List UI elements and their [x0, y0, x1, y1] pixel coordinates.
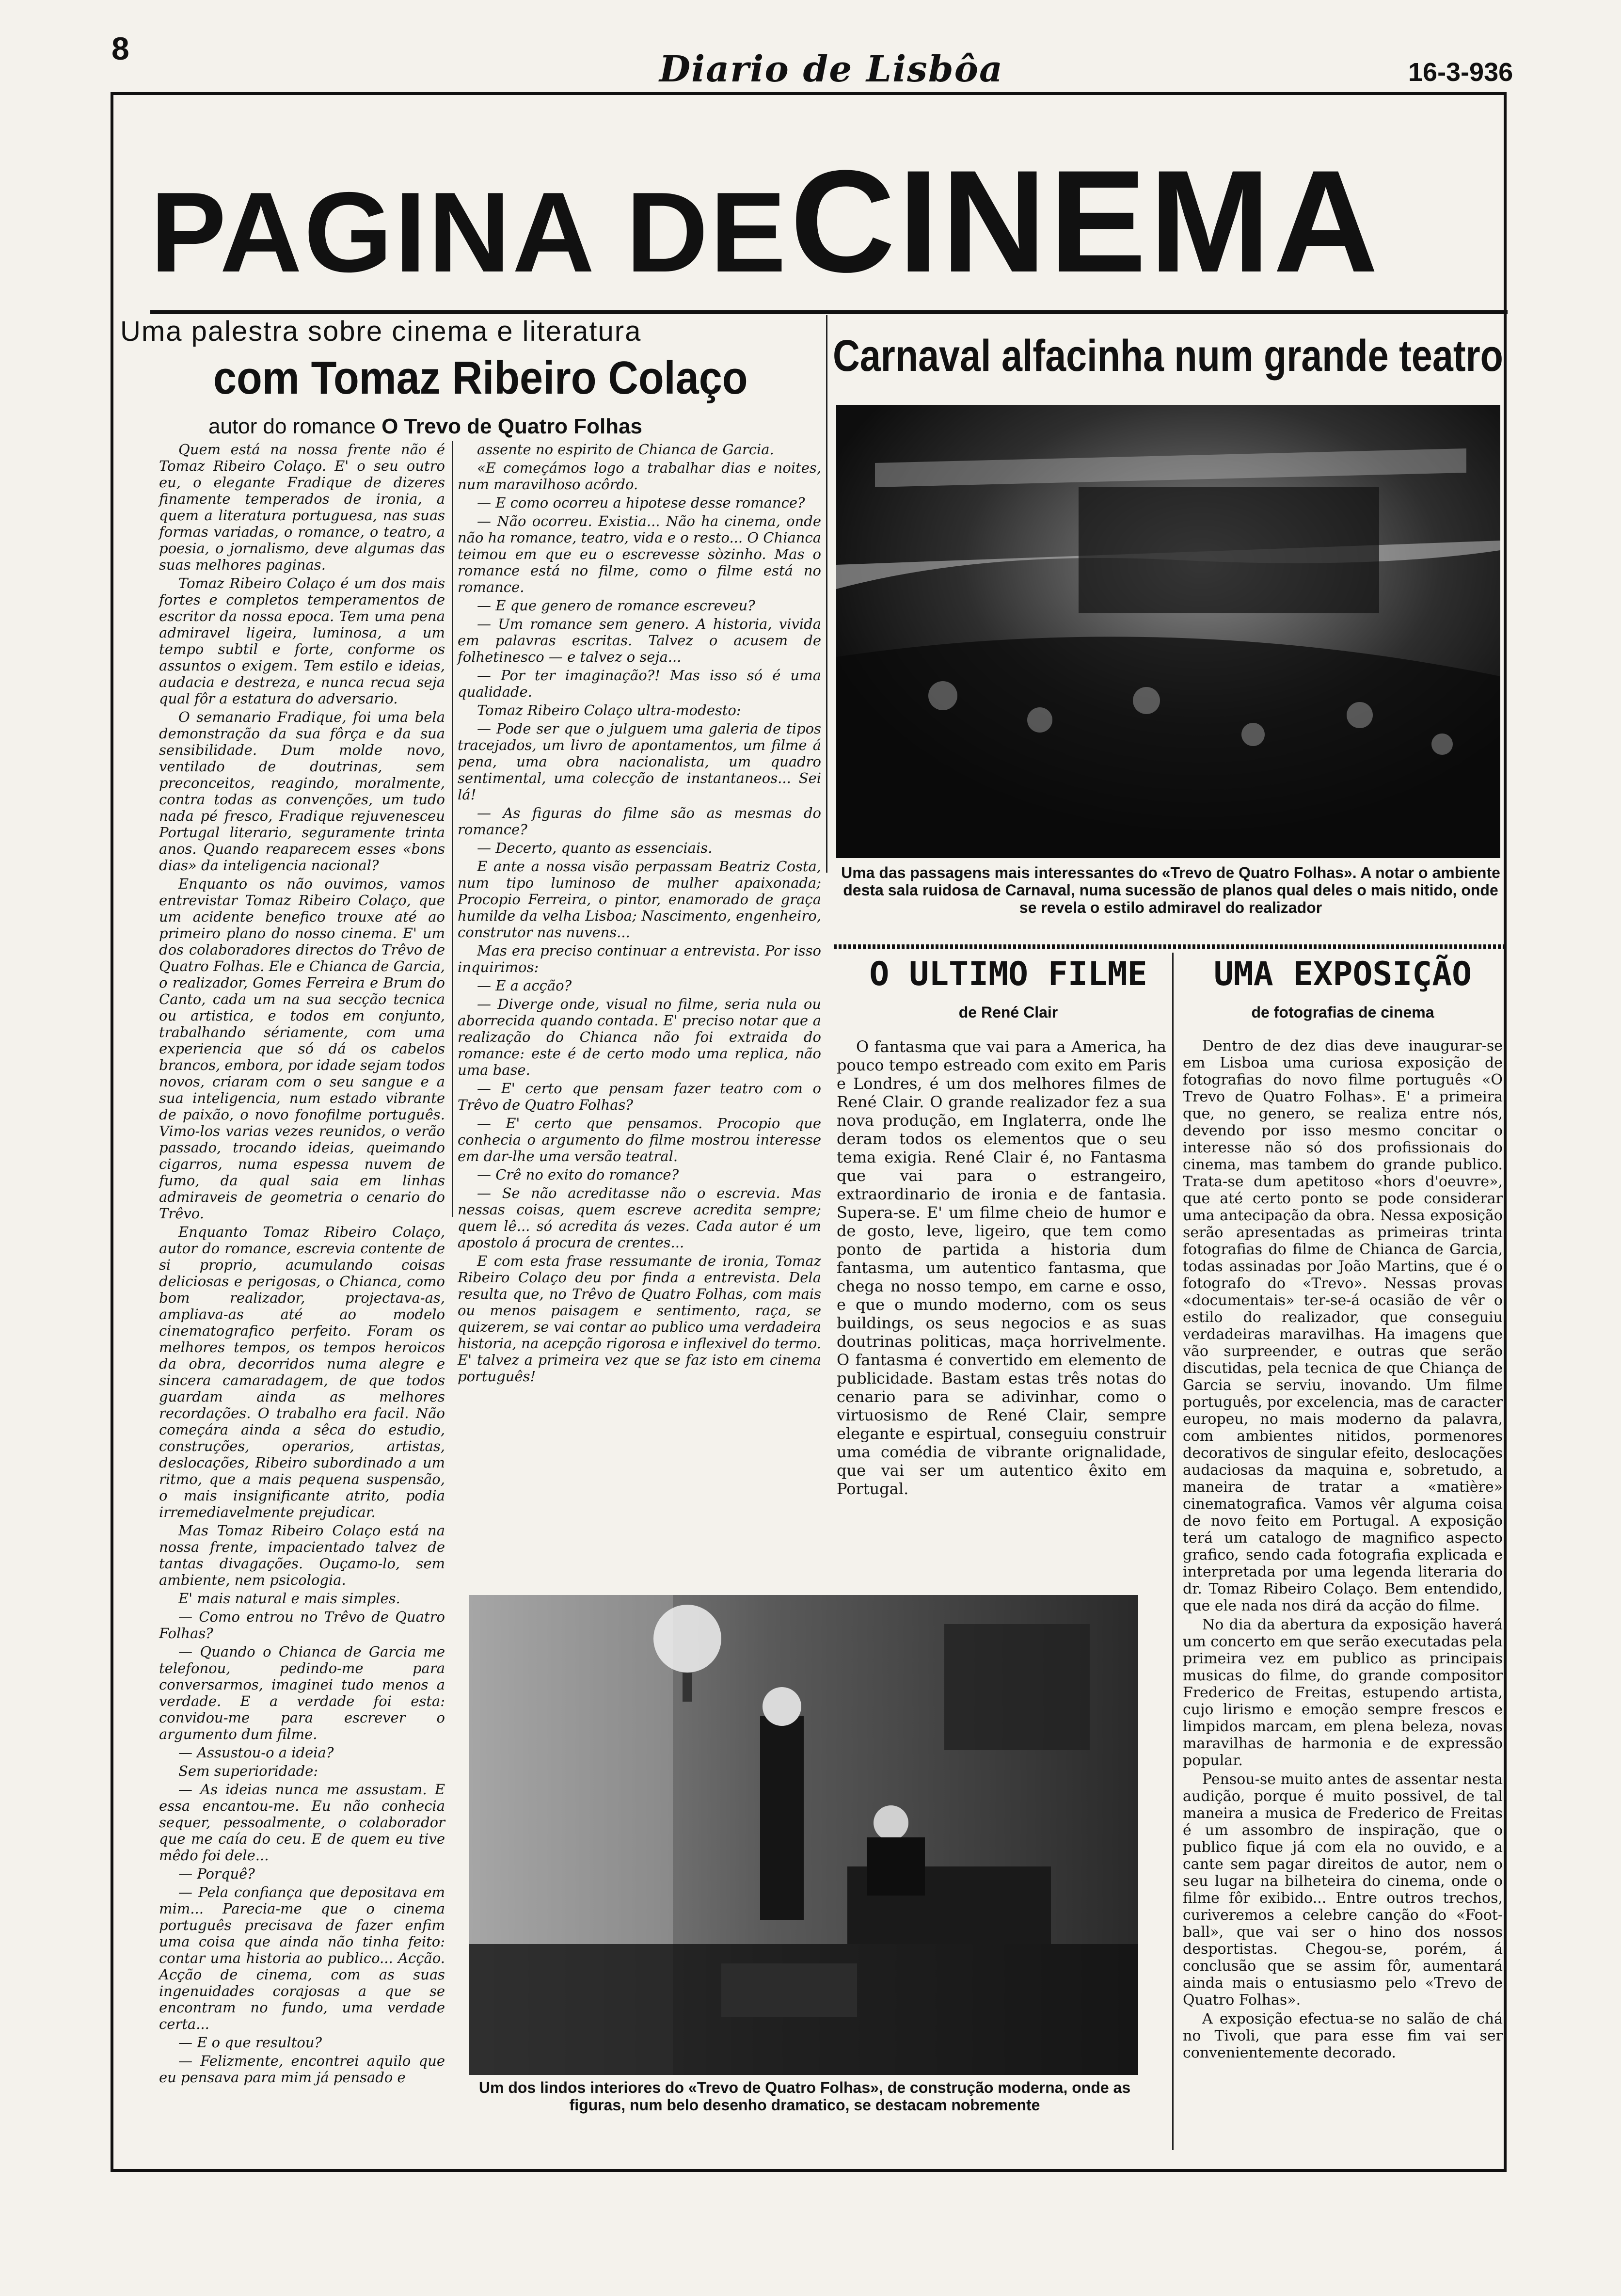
paragraph: — E o que resultou? [178, 2034, 322, 2051]
interior-caption: Um dos lindos interiores do «Trevo de Quatro Folhas», de construção moderna, onde as figuras, num belo desenho dramatico, se destacam nobremente [478, 2079, 1131, 2114]
carnaval-caption: Uma das passagens mais interessantes do «Trevo de Quatro Folhas». A notar o ambiente desta sala ruidosa de Carnaval, numa sucessão de planos qual deles o mais nitido, onde se revela o estilo admiravel do realizador [841, 864, 1500, 916]
ultimo-filme-title: O ULTIMO FILME [869, 955, 1147, 993]
column-divider-right [1172, 953, 1174, 2150]
headline-part-2: CINEMA [790, 140, 1382, 303]
paragraph: Enquanto os não ouvimos, vamos entrevistar Tomaz Ribeiro Colaço, que um acidente benefico trouxe até ao primeiro plano do nosso cinema. E' um dos colaboradores directos do Trêvo de Quatro Folhas. Ele e Chianca de Garcia, o realizador, Gomes Ferreira e Brum do Canto, cada um na sua secção tecnica ou artistica, e todos em conjunto, trabalhando sériamente, com uma experiencia que só dá os cabelos brancos, embora, por idade sejam todos novos, criaram com o seu sangue e a sua inteligencia, num estado vibrante de paixão, o novo fonofilme português. Vimo-los varias vezes reunidos, o verão passado, trocando ideias, queimando cigarros, numa espessa nuvem de fumo, da qual saia em linhas admiraveis de geometria o cenario do Trêvo. [159, 876, 445, 1222]
paragraph: E ante a nossa visão perpassam Beatriz Costa, num tipo luminoso de mulher apaixonada; Procopio Ferreira, o pintor, enamorado de graça humilde da velha Lisboa; Nascimento, engenheiro, construtor nas nuvens... [458, 858, 821, 941]
paragraph: A exposição efectua-se no salão de chá no Tivoli, que para esse fim vai ser convenientemente decorado. [1183, 2010, 1503, 2061]
paragraph: — Como entrou no Trêvo de Quatro Folhas? [159, 1609, 445, 1642]
interior-photo [469, 1595, 1138, 2075]
paragraph: — Pode ser que o julguem uma galeria de tipos tracejados, um livro de apontamentos, um filme á pena, uma obra nacionalista, um quadro sentimental, uma colecção de instantaneos... Sei lá! [458, 720, 821, 803]
paragraph: — Diverge onde, visual no filme, seria nula ou aborrecida quando contada. E' preciso notar que a realização do Chianca não foi extraida do romance: este é de certo modo uma replica, não uma base. [458, 996, 821, 1078]
paragraph: — As ideias nunca me assustam. E essa encantou-me. Eu não conhecia sequer, pessoalmente, o colaborador que me caía do ceu. E de quem eu tive mêdo foi dele... [159, 1781, 445, 1864]
exposicao-byline: de fotografias de cinema [1251, 1004, 1434, 1021]
paragraph: Quem está na nossa frente não é Tomaz Ribeiro Colaço. E' o seu outro eu, o elegante Fradique de dizeres finamente temperados de ironia, a quem a literatura portuguesa, nas suas formas variadas, o romance, o teatro, a poesia, o jornalismo, deve algumas das suas melhores paginas. [159, 441, 445, 573]
ultimo-filme-body [837, 1037, 1166, 1595]
paragraph: assente no espirito de Chianca de Garcia. [477, 441, 774, 458]
paragraph: Sem superioridade: [178, 1763, 318, 1779]
page-number: 8 [111, 31, 129, 66]
paragraph: — Um romance sem genero. A historia, vivida em palavras escritas. Talvez o acusem de folhetinesco — e talvez o seja... [458, 616, 821, 665]
paragraph: — Assustou-o a ideia? [178, 1744, 334, 1761]
paragraph: — Crê no exito do romance? [477, 1166, 679, 1183]
paragraph: — Pela confiança que depositava em mim... Parecia-me que o cinema português precisava de fazer enfim uma coisa que ainda não tinha feito: contar uma historia ao publico... Acção. Acção de cinema, com as suas ingenuidades corajosas a que se encontram no fundo, uma verdade certa... [159, 1884, 445, 2032]
paragraph: No dia da abertura da exposição haverá um concerto em que serão executadas pela primeira vez em publico as principais musicas do filme, do grande compositor Frederico de Freitas, estupendo artista, cujo lirismo e emoção sempre frescos e limpidos marcam, em plena beleza, novas maravilhas de harmonia e de expressão popular. [1183, 1616, 1503, 1769]
headline-rule [150, 310, 1508, 314]
paragraph: — Não ocorreu. Existia... Não ha cinema, onde não ha romance, teatro, vida e o resto... O Chianca teimou em que eu o escrevesse sòzinho. Mas o romance está no filme, como o filme está no romance. [458, 513, 821, 595]
article-title: com Tomaz Ribeiro Colaço [213, 352, 748, 404]
paragraph: Tomaz Ribeiro Colaço é um dos mais fortes e completos temperamentos de escritor da nossa epoca. Tem uma pena admiravel ligeira, luminosa, a um tempo subtil e forte, conforme os assuntos o exigem. Tem estilo e ideias, audacia e destreza, e nunca recua seja qual fôr a estatura do adversario. [159, 575, 445, 707]
section-rule [834, 944, 1508, 949]
article-kicker: Uma palestra sobre cinema e literatura [120, 316, 642, 347]
headline-part-1: PAGINA DE [150, 168, 788, 296]
subtitle-book: O Trevo de Quatro Folhas [381, 415, 642, 438]
paragraph: — E a acção? [477, 977, 572, 994]
page-headline [150, 140, 1522, 303]
newspaper-name: Diario de Lisbôa [659, 48, 1003, 90]
ultimo-filme-byline: de René Clair [958, 1004, 1058, 1021]
paragraph: — E' certo que pensam fazer teatro com o Trêvo de Quatro Folhas? [458, 1080, 821, 1113]
paragraph: O semanario Fradique, foi uma bela demonstração da sua fôrça e da sua sensibilidade. Dum molde novo, ventilado de doutrinas, sem preconceitos, reagindo, moralmente, contra todas as convenções, um tudo nada pé fresco, Fradique rejuvenesceu Portugal literario, seguramente trinta anos. Quando reaparecem esses «bons dias» da inteligencia nacional? [159, 709, 445, 874]
paragraph: E com esta frase ressumante de ironia, Tomaz Ribeiro Colaço deu por finda a entrevista. Dela resulta que, no Trêvo de Quatro Folhas, com mais ou menos paisagem e sentimento, raça, se quizerem, se vai contar ao publico uma verdadeira historia, na acepção rigorosa e inflexivel do termo. E' talvez a primeira vez que se faz isto em cinema português! [458, 1253, 821, 1385]
paragraph: Dentro de dez dias deve inaugurar-se em Lisboa uma curiosa exposição de fotografias do novo filme português «O Trevo de Quatro Folhas». E' a primeira que, no genero, se realiza entre nós, devendo por isso mesmo concitar o interesse não só dos profissionais do cinema, mas tambem do grande publico. Trata-se dum apetitoso «hors d'oeuvre», que até certo ponto se pode considerar uma antecipação da obra. Nessa exposição serão apresentadas as primeiras trinta fotografias do filme de Chianca de Garcia, todas assinadas por João Martins, que é o fotografo do «Trevo». Nessas provas «documentais» ter-se-á ocasião de vêr o estilo do realizador, que conseguiu verdadeiras maravilhas. Ha imagens que vão surpreender, e outras que serão discutidas, pela tecnica de que Chiança de Garcia se serviu, inovando. Um filme português, por excelencia, mas de caracter europeu, no mais moderno da palavra, com ambientes nitidos, pormenores decorativos de singular efeito, deslocações audaciosas da maquina e, sobretudo, a maneira de tratar a «matière» cinematografica. Vamos vêr alguma coisa de novo feito em Portugal. A exposição terá um catalogo de magnifico aspecto grafico, sendo cada fotografia explicada e interpretada por uma legenda literaria do dr. Tomaz Ribeiro Colaço. Bem entendido, que ele nada nos dirá da acção do filme. [1183, 1037, 1503, 1614]
left-article-column-2 [458, 441, 821, 1385]
carnaval-photo [836, 405, 1500, 858]
paragraph: Mas era preciso continuar a entrevista. Por isso inquirimos: [458, 942, 821, 975]
paragraph: O fantasma que vai para a America, ha pouco tempo estreado com exito em Paris e Londres, é um dos melhores filmes de René Clair. O grande realizador fez a sua nova produção, em Inglaterra, onde lhe deram todos os elementos que o seu tema exigia. René Clair é, no Fantasma que vai para o estrangeiro, extraordinario de ironia e de fantasia. Supera-se. E' um filme cheio de humor e de gosto, leve, ligeiro, que tem como ponto de partida a historia dum fantasma, um autentico fantasma, que chega no nosso tempo, em carne e osso, e que o mundo moderno, com os seus buildings, os seus negocios e as suas doutrinas politicas, maça horrivelmente. O fantasma é convertido em elemento de publicidade. Bastam estas três notas do cenario para se adivinhar, como o virtuosismo de René Clair, sempre elegante e espirtual, conseguiu construir uma comédia de vibrante orignalidade, que vai ser um autentico êxito em Portugal. [837, 1037, 1166, 1498]
column-divider-main [826, 315, 827, 873]
carnaval-title: Carnaval alfacinha num grande teatro [833, 331, 1503, 381]
paragraph: — Quando o Chianca de Garcia me telefonou, pedindo-me para conversarmos, imaginei tudo menos a verdade. E a verdade foi esta: convidou-me para escrever o argumento dum filme. [159, 1643, 445, 1742]
paragraph: — E que genero de romance escreveu? [477, 597, 755, 614]
paragraph: Pensou-se muito antes de assentar nesta audição, porque é muito possivel, de tal maneira a musica de Frederico de Freitas é um assombro de inspiração, que o publico fique já com ela no ouvido, e a cante sem pagar direitos de autor, nem o seu lugar na bilheteira do cinema, onde o filme fôr exibido... Entre outros trechos, curiveremos a celebre canção do «Foot-ball», que vai ser o hino dos nossos desportistas. Chegou-se, porém, á conclusão que se assim fôr, aumentará ainda mais o entusiasmo pelo «Trevo de Quatro Folhas». [1183, 1771, 1503, 2009]
article-subtitle [208, 415, 824, 439]
paragraph: — E' certo que pensamos. Procopio que conhecia o argumento do filme mostrou interesse em dar-lhe uma versão teatral. [458, 1115, 821, 1164]
paragraph: — Se não acreditasse não o escrevia. Mas nessas coisas, quem escreve acredita sempre; quem lê... só acredita ás vezes. Cada autor é um apostolo á procura de crentes... [458, 1185, 821, 1251]
paragraph: — Porquê? [178, 1866, 255, 1882]
interior-photo-image [469, 1595, 1138, 2075]
carnaval-photo-image [836, 405, 1500, 858]
paragraph: — Por ter imaginação?! Mas isso só é uma qualidade. [458, 667, 821, 700]
paragraph: — As figuras do filme são as mesmas do romance? [458, 805, 821, 838]
paragraph: E' mais natural e mais simples. [178, 1590, 400, 1607]
exposicao-body [1183, 1037, 1503, 2152]
paragraph: «E começámos logo a trabalhar dias e noites, num maravilhoso acôrdo. [458, 460, 821, 493]
left-article-column-1 [159, 441, 445, 2104]
paragraph: Mas Tomaz Ribeiro Colaço está na nossa frente, impacientado talvez de tantas divagações. Ouçamo-lo, sem ambiente, nem psicologia. [159, 1522, 445, 1588]
paragraph: Enquanto Tomaz Ribeiro Colaço, autor do romance, escrevia contente de si proprio, acumulando coisas deliciosas e perigosas, o Chianca, como bom realizador, projectava-as, ampliava-as até ao modelo cinematografico perfeito. Foram os melhores tempos, os tempos heroicos da obra, decorridos numa alegre e sincera camaradagem, de que todos guardam ainda as melhores recordações. O trabalho era facil. Não começára ainda a sêca do estudio, construções, operarios, artistas, deslocações, Ribeiro subordinado a um ritmo, que a mais pequena suspensão, o mais insignificante atrito, podia irremediavelmente prejudicar. [159, 1224, 445, 1520]
exposicao-title: UMA EXPOSIÇÃO [1213, 955, 1472, 993]
subtitle-prefix: autor do romance [208, 415, 376, 438]
paragraph: — E como ocorreu a hipotese desse romance? [477, 494, 805, 511]
column-divider-1 [452, 441, 453, 1217]
paragraph: — Decerto, quanto as essenciais. [477, 840, 713, 856]
paragraph: — Felizmente, encontrei aquilo que eu pensava para mim já pensado e [159, 2053, 445, 2086]
issue-date: 16-3-936 [1408, 58, 1513, 87]
paragraph: Tomaz Ribeiro Colaço ultra-modesto: [477, 702, 741, 718]
